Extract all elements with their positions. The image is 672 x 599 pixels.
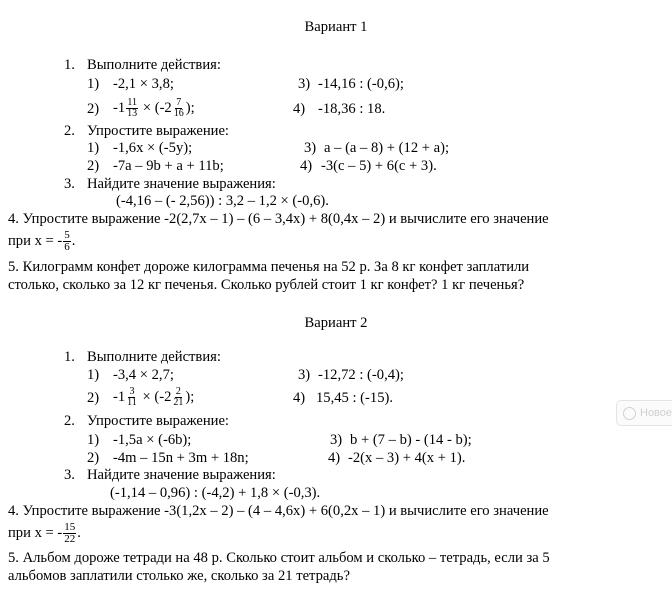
v2-task1-item3-number: 3) <box>298 367 311 383</box>
v1-task1-heading: Выполните действия: <box>87 57 221 73</box>
v2-task1-item2-fraction2-denominator: 21 <box>173 397 184 409</box>
v1-task1-item3-number: 3) <box>298 76 311 92</box>
v1-task3-number: 3. <box>64 176 75 192</box>
v1-task5-line1: 5. Килограмм конфет дороже килограмма печенья на 52 р. За 8 кг конфет заплатили <box>8 259 530 275</box>
v2-task1-item2-mid: × (-2 <box>142 389 172 405</box>
v2-task4-text: 4. Упростите выражение -3(1,2x – 2) – (4 – 4,6x) + 6(0,2x – 1) и вычислите его значение <box>8 503 549 519</box>
v2-task1-item2 <box>113 382 194 412</box>
v2-task1-item2-post: ); <box>185 389 195 405</box>
v2-task3-heading: Найдите значение выражения: <box>87 467 276 483</box>
v1-task1-item2-fraction1-denominator: 13 <box>127 108 138 120</box>
v2-task2-item3: b + (7 – b) - (14 - b); <box>350 432 472 448</box>
v2-task1-item1-number: 1) <box>87 367 100 383</box>
v1-task2-item2-number: 2) <box>87 158 100 174</box>
v1-task4-fraction-numerator: 5 <box>64 229 70 242</box>
v2-task2-item2-number: 2) <box>87 450 100 466</box>
v1-task1-item4: -18,36 : 18. <box>318 101 386 117</box>
v2-task4-fraction <box>63 522 76 545</box>
v2-task1-item4: 15,45 : (-15). <box>316 390 394 406</box>
v2-task1-item2-number: 2) <box>87 390 100 406</box>
v2-task2-item2: -4m – 15n + 3m + 18n; <box>113 450 249 466</box>
v2-task4-fraction-numerator: 15 <box>64 521 76 534</box>
v2-task2-item3-number: 3) <box>330 432 343 448</box>
v2-task2-heading: Упростите выражение: <box>87 413 229 429</box>
v2-task1-item2-fraction2-numerator: 2 <box>175 386 181 398</box>
variant-2-title: Вариант 2 <box>304 315 368 331</box>
v2-task2-number: 2. <box>64 413 75 429</box>
v2-task1-item1: -3,4 × 2,7; <box>113 367 174 383</box>
v1-task2-number: 2. <box>64 123 75 139</box>
v2-task4-condition-post: . <box>77 525 81 541</box>
v2-task1-item2-fraction2 <box>172 387 184 408</box>
v1-task1-number: 1. <box>64 57 75 73</box>
v1-task2-item4-number: 4) <box>300 158 313 174</box>
v2-task1-item2-fraction1-numerator: 3 <box>129 386 135 398</box>
v2-task1-heading: Выполните действия: <box>87 349 221 365</box>
v2-task1-item2-fraction1 <box>126 387 138 408</box>
v1-task2-item3-number: 3) <box>304 140 317 156</box>
v1-task2-heading: Упростите выражение: <box>87 123 229 139</box>
v1-task1-item3: -14,16 : (-0,6); <box>318 76 404 92</box>
v1-task1-item2-number: 2) <box>87 101 100 117</box>
v1-task2-item3: a – (a – 8) + (12 + a); <box>324 140 450 156</box>
v1-task1-item2-fraction1-numerator: 11 <box>127 97 137 109</box>
v1-task4-condition <box>8 226 75 256</box>
v1-task4-condition-pre: при x = - <box>8 233 63 249</box>
v2-task5-line1: 5. Альбом дороже тетради на 48 р. Сколько стоит альбом и сколько – тетрадь, если за 5 <box>8 550 550 566</box>
v1-task4-fraction <box>63 230 71 253</box>
v1-task1-item2-mid: × (-2 <box>142 100 172 116</box>
v1-task1-item2 <box>113 93 195 123</box>
v2-task3-expression: (-1,14 – 0,96) : (-4,2) + 1,8 × (-0,3). <box>110 485 321 501</box>
v1-task3-heading: Найдите значение выражения: <box>87 176 276 192</box>
v2-task2-item1-number: 1) <box>87 432 100 448</box>
v2-task4-condition <box>8 518 81 548</box>
v1-task1-item2-post: ); <box>185 100 195 116</box>
v1-task2-item2: -7a – 9b + a + 11b; <box>113 158 224 174</box>
v1-task1-item1: -2,1 × 3,8; <box>113 76 174 92</box>
v2-task5-line2: альбомов заплатили столько же, сколько за 21 тетрадь? <box>8 568 350 584</box>
v1-task2-item4: -3(c – 5) + 6(c + 3). <box>321 158 437 174</box>
v1-task1-item2-fraction1 <box>126 98 138 119</box>
v1-task1-item2-fraction2-denominator: 16 <box>173 108 184 120</box>
v1-task4-condition-post: . <box>71 233 76 249</box>
v2-task1-item3: -12,72 : (-0,4); <box>318 367 404 383</box>
v1-task1-item2-pre: -1 <box>113 100 126 116</box>
new-button-label: Новое <box>640 407 672 419</box>
v2-task1-item4-number: 4) <box>293 390 306 406</box>
v2-task1-item2-pre: -1 <box>113 389 126 405</box>
v1-task4-fraction-denominator: 6 <box>64 241 70 254</box>
v1-task1-item4-number: 4) <box>293 101 306 117</box>
v2-task1-number: 1. <box>64 349 75 365</box>
v1-task3-expression: (-4,16 – (- 2,56)) : 3,2 – 1,2 × (-0,6). <box>116 193 329 209</box>
v1-task1-item2-fraction2 <box>173 98 185 119</box>
new-button[interactable] <box>616 400 672 426</box>
v1-task2-item1-number: 1) <box>87 140 100 156</box>
v2-task3-number: 3. <box>64 467 75 483</box>
variant-1-title: Вариант 1 <box>304 19 368 35</box>
v1-task4-text: 4. Упростите выражение -2(2,7x – 1) – (6 – 3,4x) + 8(0,4x – 2) и вычислите его значение <box>8 211 549 227</box>
v2-task2-item1: -1,5a × (-6b); <box>113 432 192 448</box>
v2-task4-condition-pre: при x = - <box>8 525 63 541</box>
v1-task1-item1-number: 1) <box>87 76 100 92</box>
info-icon <box>623 407 636 420</box>
v2-task2-item4: -2(x – 3) + 4(x + 1). <box>348 450 466 466</box>
v2-task2-item4-number: 4) <box>328 450 341 466</box>
v2-task4-fraction-denominator: 22 <box>64 533 76 546</box>
v2-task1-item2-fraction1-denominator: 11 <box>127 397 137 409</box>
v1-task1-item2-fraction2-numerator: 7 <box>176 97 182 109</box>
v1-task5-line2: столько, сколько за 12 кг печенья. Сколько рублей стоит 1 кг конфет? 1 кг печенья? <box>8 277 525 293</box>
v1-task2-item1: -1,6x × (-5y); <box>113 140 193 156</box>
